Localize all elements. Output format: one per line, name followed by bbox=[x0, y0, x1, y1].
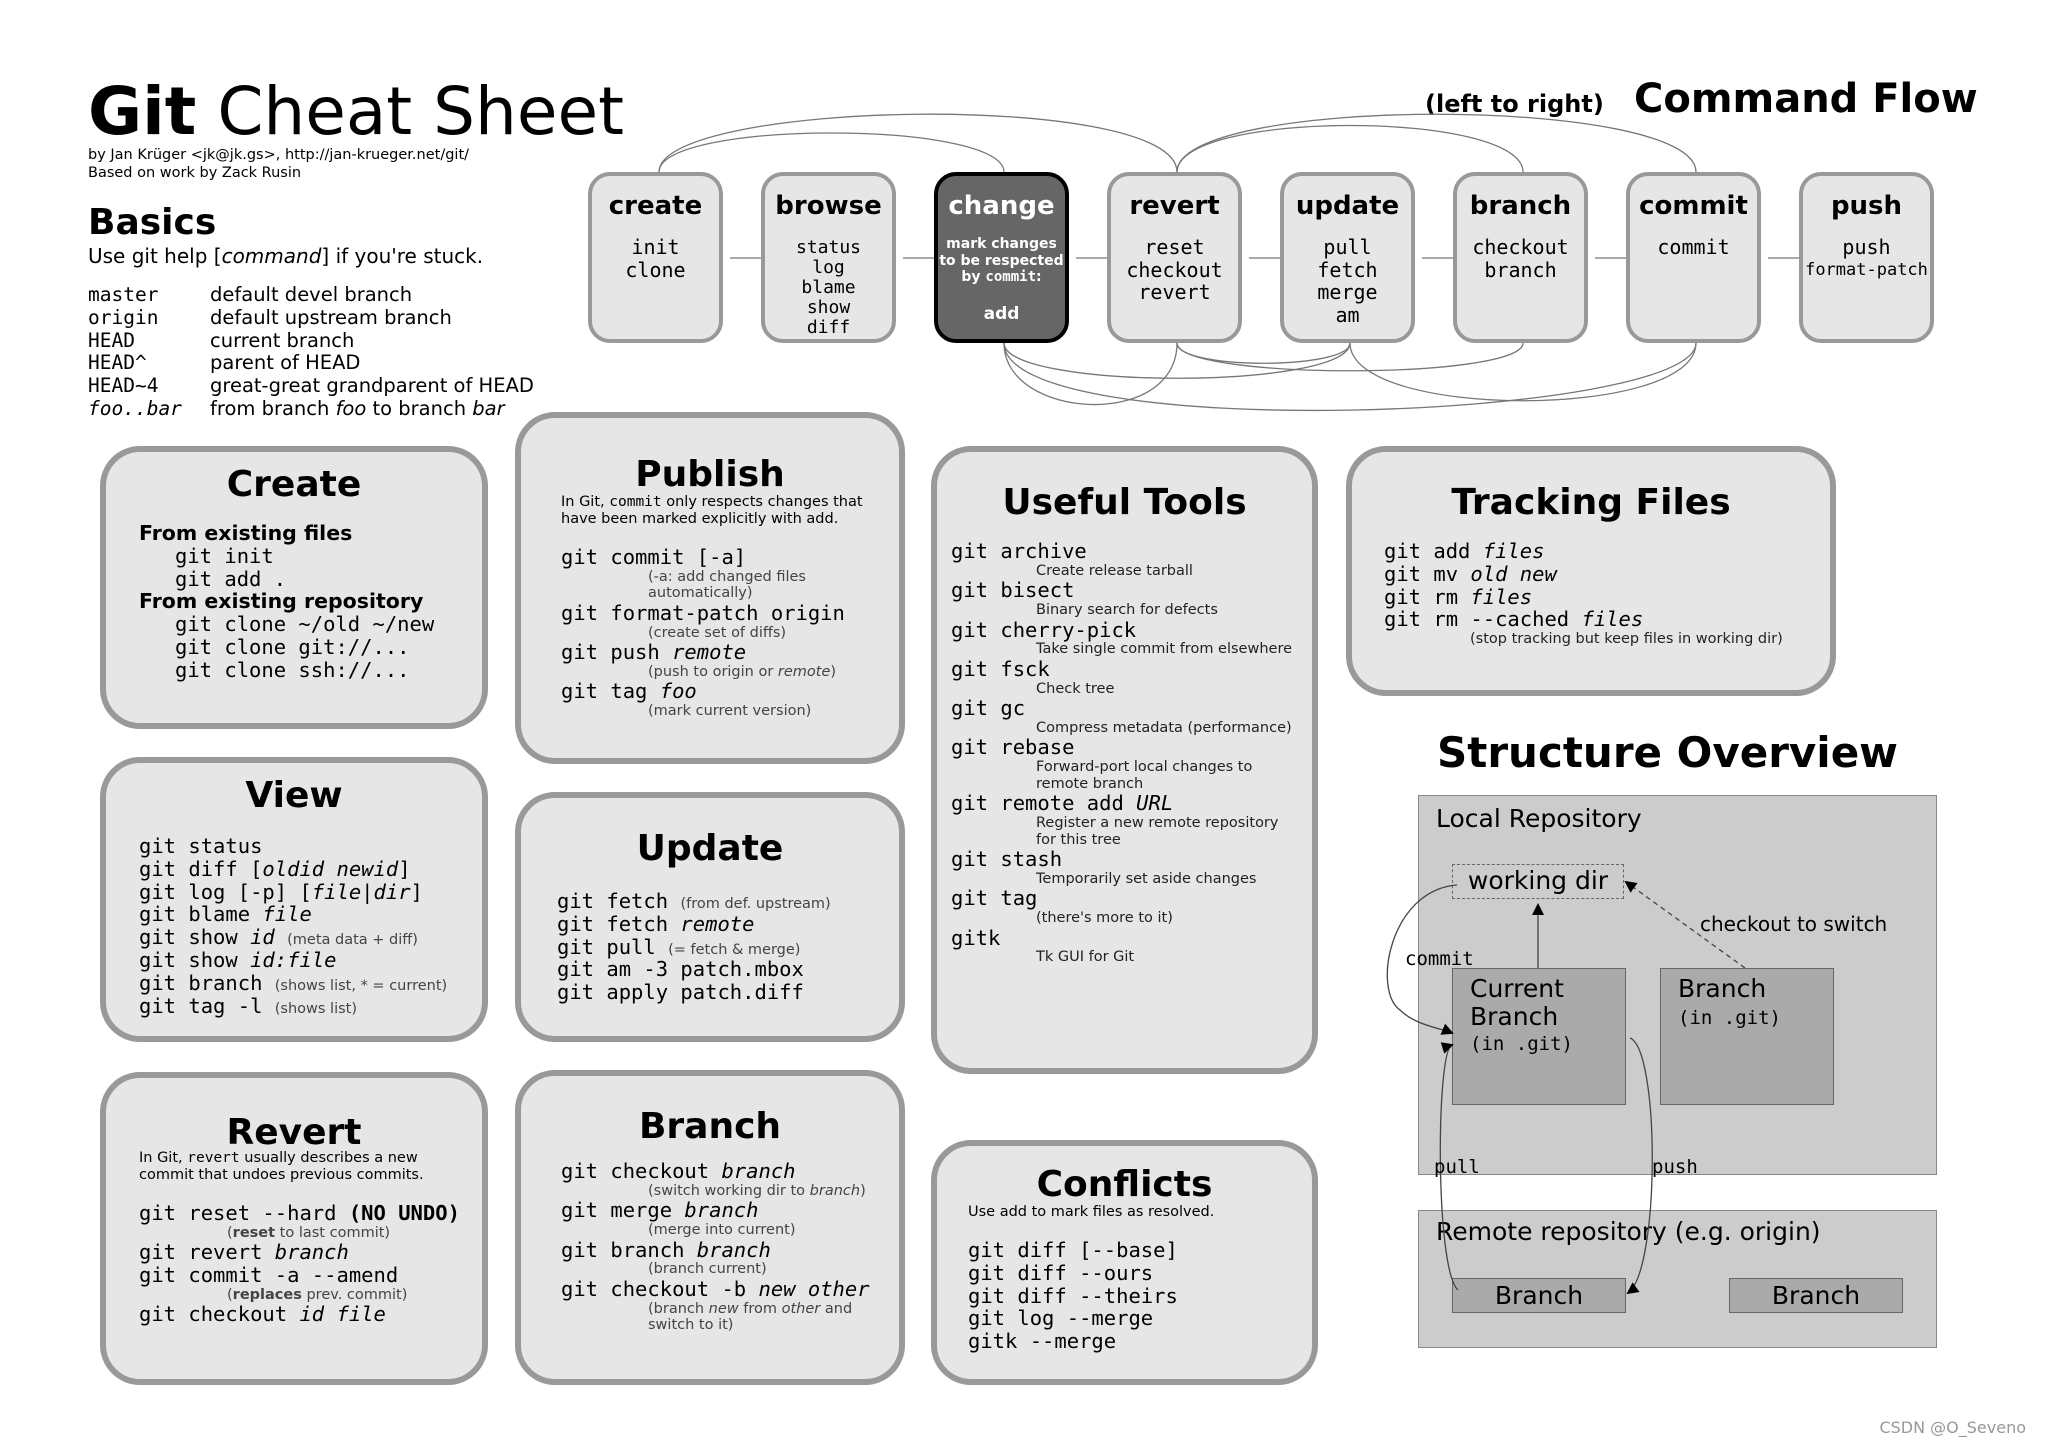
cmd-part: git tag -l bbox=[139, 993, 263, 1018]
flow-box-title: update bbox=[1295, 191, 1400, 221]
cmd-part: git revert bbox=[139, 1240, 275, 1265]
branch-comment: (branch current) bbox=[648, 1261, 767, 1278]
revert-cmd: git commit -a --amend bbox=[139, 1263, 399, 1288]
revert-card bbox=[100, 1072, 488, 1385]
flow-note-part: : bbox=[1036, 269, 1042, 285]
publish-cmd: git format-patch origin bbox=[561, 600, 845, 625]
tool-cmd: git bisect bbox=[951, 578, 1075, 603]
tracking-cmd bbox=[1384, 608, 1830, 631]
flow-cmd: blame bbox=[801, 277, 856, 298]
revert-comment bbox=[139, 1287, 482, 1304]
view-cmd bbox=[139, 903, 482, 926]
cmd-arg: files bbox=[1581, 607, 1644, 632]
branch-cmd bbox=[561, 1199, 899, 1222]
comment-part: to last commit) bbox=[275, 1224, 391, 1241]
publish-intro bbox=[561, 494, 899, 528]
flow-note-line: to be respected bbox=[939, 252, 1064, 269]
create-cmd: git clone git://... bbox=[175, 634, 410, 659]
update-card bbox=[515, 792, 905, 1042]
basics-key: master bbox=[88, 283, 159, 306]
intro-part: only respects changes that bbox=[661, 494, 863, 510]
update-cmd bbox=[557, 936, 899, 959]
tool-cmd: git rebase bbox=[951, 735, 1075, 760]
flow-cmd: branch bbox=[1484, 257, 1557, 282]
tracking-comment: (stop tracking but keep files in working dir) bbox=[1470, 631, 1783, 648]
cmd-comment: (shows list, * = current) bbox=[274, 977, 448, 994]
tool-cmd: git archive bbox=[951, 539, 1087, 563]
create-cmd: git clone ~/old ~/new bbox=[175, 612, 435, 637]
structure-arrows bbox=[1370, 850, 1890, 1330]
tool-cmd: git cherry-pick bbox=[951, 617, 1137, 642]
branch-comment bbox=[561, 1183, 899, 1200]
flow-box-cmds bbox=[1457, 236, 1584, 281]
basics-key: HEAD^ bbox=[88, 351, 147, 375]
tool-cmd: git fsck bbox=[951, 656, 1050, 681]
flow-box-cmds bbox=[1630, 236, 1757, 259]
comment-part: prev. commit) bbox=[301, 1286, 408, 1303]
revert-cmd bbox=[139, 1202, 482, 1225]
flow-box-revert bbox=[1107, 172, 1242, 343]
tool-desc: (there's more to it) bbox=[1036, 910, 1173, 927]
conflicts-cmd: git log --merge bbox=[968, 1306, 1154, 1331]
view-cmd bbox=[139, 972, 482, 995]
branch-heading: Branch bbox=[638, 1106, 782, 1147]
flow-hint: (left to right) bbox=[1425, 90, 1604, 118]
flow-box-add: add bbox=[983, 303, 1020, 324]
comment-bold: replaces bbox=[232, 1286, 302, 1303]
tools-heading: Useful Tools bbox=[1002, 482, 1247, 523]
revert-intro-line: commit that undoes previous commits. bbox=[139, 1167, 424, 1183]
create-heading: Create bbox=[226, 464, 362, 505]
flow-box-cmds bbox=[765, 238, 892, 338]
update-cmd: git apply patch.diff bbox=[557, 980, 804, 1005]
flow-cmd: revert bbox=[1138, 280, 1211, 304]
working-dir-box: working dir bbox=[1452, 864, 1624, 899]
publish-comment bbox=[561, 664, 899, 681]
cmd-part: | bbox=[361, 879, 374, 904]
conflicts-intro: Use add to mark files as resolved. bbox=[968, 1204, 1215, 1220]
tracking-card bbox=[1346, 446, 1836, 696]
tool-desc: Forward-port local changes to bbox=[1036, 759, 1253, 776]
current-branch-note: (in .git) bbox=[1470, 1033, 1573, 1055]
basics-key: origin bbox=[88, 305, 159, 329]
tool-cmd: git stash bbox=[951, 847, 1063, 872]
revert-heading: Revert bbox=[226, 1112, 362, 1153]
flow-cmd: status bbox=[795, 237, 862, 258]
basics-sub-italic: command bbox=[221, 244, 322, 268]
view-card bbox=[100, 757, 488, 1042]
flow-box-title: browse bbox=[775, 191, 882, 221]
cmd-part: git tag bbox=[561, 679, 660, 704]
cmd-part: ] bbox=[410, 879, 423, 904]
conflicts-cmd: gitk --merge bbox=[968, 1329, 1117, 1354]
conflicts-heading: Conflicts bbox=[1036, 1164, 1213, 1205]
create-cmd: git clone ssh://... bbox=[175, 657, 410, 682]
create-subheading: From existing files bbox=[139, 521, 353, 545]
flow-cmd: push bbox=[1842, 235, 1891, 259]
comment-part: (branch bbox=[648, 1300, 709, 1317]
cmd-arg: files bbox=[1482, 539, 1545, 563]
basics-key: foo..bar bbox=[88, 396, 182, 420]
flow-box-title: revert bbox=[1129, 191, 1220, 221]
flow-cmd: reset bbox=[1144, 235, 1205, 259]
conflicts-card bbox=[931, 1140, 1318, 1385]
basics-desc: parent of HEAD bbox=[210, 351, 361, 375]
cmd-part: git checkout bbox=[561, 1159, 722, 1183]
revert-cmd bbox=[139, 1303, 482, 1326]
byline-author: by Jan Krüger <jk@jk.gs>, http://jan-krueger.net/git/ bbox=[88, 147, 470, 163]
basics-heading: Basics bbox=[88, 202, 217, 243]
watermark: CSDN @O_Seveno bbox=[1879, 1418, 2026, 1437]
flow-cmd: checkout bbox=[1472, 235, 1569, 259]
conflicts-cmd: git diff [--base] bbox=[968, 1238, 1178, 1262]
intro-code: revert bbox=[187, 1150, 240, 1166]
cmd-part: git rm bbox=[1384, 584, 1471, 609]
cmd-part: git show bbox=[139, 925, 251, 950]
cmd-part: git checkout -b bbox=[561, 1276, 759, 1301]
tool-desc: for this tree bbox=[1036, 831, 1121, 848]
tool-desc: remote branch bbox=[1036, 775, 1144, 792]
cmd-arg: branch bbox=[684, 1198, 759, 1223]
cmd-comment: (meta data + diff) bbox=[287, 932, 418, 949]
current-branch-line: Branch bbox=[1470, 1002, 1559, 1031]
conflicts-cmd: git diff --ours bbox=[968, 1260, 1154, 1285]
title-rest: Cheat Sheet bbox=[196, 73, 624, 150]
comment-italic: other bbox=[781, 1300, 821, 1317]
revert-body bbox=[139, 1202, 482, 1326]
push-arrow bbox=[1628, 1038, 1652, 1293]
cmd-part: git pull bbox=[557, 934, 656, 959]
flow-cmd: diff bbox=[806, 317, 851, 338]
cmd-part: ] bbox=[398, 856, 411, 881]
view-cmd bbox=[139, 995, 482, 1018]
cmd-arg: URL bbox=[1136, 791, 1174, 816]
byline-based-on: Based on work by Zack Rusin bbox=[88, 165, 302, 181]
cmd-arg: oldid newid bbox=[262, 856, 399, 881]
create-cmd: git init bbox=[175, 543, 274, 568]
flow-box-browse bbox=[761, 172, 896, 343]
flow-box-create bbox=[588, 172, 723, 343]
cmd-comment: (from def. upstream) bbox=[680, 896, 831, 912]
publish-body bbox=[561, 546, 899, 720]
cmd-arg: id:file bbox=[250, 947, 337, 972]
cmd-part: git branch bbox=[139, 970, 263, 995]
branch-cmd bbox=[561, 1278, 899, 1301]
revert-intro bbox=[139, 1150, 482, 1184]
cmd-arg: file bbox=[311, 879, 362, 904]
comment-part: ( bbox=[227, 1286, 233, 1303]
publish-comment: (create set of diffs) bbox=[648, 624, 787, 641]
tool-desc: Take single commit from elsewhere bbox=[1036, 641, 1293, 658]
remote-label-text: Remote repository (e.g. origin) bbox=[1436, 1217, 1821, 1246]
comment-part: ) bbox=[860, 1182, 866, 1199]
cmd-part: git push bbox=[561, 640, 673, 665]
cmd-part: git checkout bbox=[139, 1302, 300, 1327]
cmd-comment: (shows list) bbox=[274, 1000, 358, 1017]
flow-cmd: log bbox=[812, 257, 845, 278]
cmd-warning: (NO UNDO) bbox=[348, 1201, 460, 1225]
tracking-body bbox=[1384, 540, 1830, 648]
tool-desc: Register a new remote repository bbox=[1036, 815, 1279, 832]
flow-cmd: merge bbox=[1317, 280, 1378, 304]
intro-part: In Git, bbox=[561, 494, 610, 510]
tool-cmd bbox=[951, 792, 1312, 815]
cmd-arg: branch bbox=[721, 1159, 796, 1183]
cmd-part: git remote add bbox=[951, 791, 1137, 816]
cmd-part: git merge bbox=[561, 1198, 685, 1223]
publish-cmd bbox=[561, 680, 899, 703]
comment-part: and bbox=[820, 1300, 853, 1317]
basics-desc-bar: bar bbox=[472, 396, 505, 420]
comment-part: ) bbox=[830, 663, 837, 680]
update-cmd bbox=[557, 913, 899, 936]
tool-cmd: gitk bbox=[951, 925, 1001, 950]
conflicts-body bbox=[968, 1239, 1312, 1353]
flow-box-cmds bbox=[1284, 236, 1411, 326]
cmd-arg: id file bbox=[299, 1302, 386, 1327]
view-cmd bbox=[139, 926, 482, 949]
branch-cmd bbox=[561, 1160, 899, 1183]
view-body bbox=[139, 835, 482, 1017]
view-cmd bbox=[139, 858, 482, 881]
publish-cmd bbox=[561, 641, 899, 664]
branch-comment: (merge into current) bbox=[648, 1222, 796, 1239]
flow-box-update bbox=[1280, 172, 1415, 343]
remote-branch-box: Branch bbox=[1729, 1278, 1903, 1313]
flow-cmd: checkout bbox=[1126, 257, 1223, 282]
cmd-part: git fetch bbox=[557, 889, 669, 913]
cmd-part: git log [-p] [ bbox=[139, 879, 312, 904]
flow-cmd: fetch bbox=[1317, 257, 1378, 282]
cmd-part: git fetch bbox=[557, 911, 681, 936]
view-cmd: git status bbox=[139, 834, 263, 858]
comment-part: from bbox=[738, 1300, 782, 1317]
update-cmd bbox=[557, 890, 899, 913]
publish-intro-line bbox=[561, 494, 899, 511]
cmd-arg: old new bbox=[1470, 561, 1557, 586]
cmd-arg: new other bbox=[758, 1276, 870, 1301]
branch-body bbox=[561, 1160, 899, 1334]
flow-box-change bbox=[934, 172, 1069, 343]
intro-part: In Git, bbox=[139, 1150, 188, 1166]
cmd-arg: file bbox=[262, 902, 312, 927]
publish-cmd: git commit [-a] bbox=[561, 545, 747, 569]
branch-box-title: Branch bbox=[1678, 974, 1767, 1003]
basics-sub-suffix: ] if you're stuck. bbox=[321, 244, 484, 268]
flow-cmd: pull bbox=[1323, 235, 1372, 259]
revert-comment bbox=[139, 1225, 482, 1242]
cmd-arg: dir bbox=[373, 879, 411, 904]
flow-box-cmds bbox=[1803, 236, 1930, 281]
flow-title: Command Flow bbox=[1634, 76, 1978, 122]
comment-part: ( bbox=[227, 1224, 233, 1241]
revert-cmd bbox=[139, 1241, 482, 1264]
update-cmd: git am -3 patch.mbox bbox=[557, 957, 804, 982]
structure-heading: Structure Overview bbox=[1437, 728, 1898, 777]
remote-branch-box: Branch bbox=[1452, 1278, 1626, 1313]
basics-desc: default upstream branch bbox=[210, 305, 452, 329]
tool-cmd: git gc bbox=[951, 696, 1026, 721]
cmd-arg: branch bbox=[696, 1237, 771, 1262]
create-cmd: git add . bbox=[175, 566, 287, 591]
tracking-heading: Tracking Files bbox=[1451, 482, 1731, 523]
publish-heading: Publish bbox=[635, 454, 785, 495]
cmd-part: git reset --hard bbox=[139, 1201, 349, 1225]
tool-desc: Binary search for defects bbox=[1036, 602, 1218, 619]
intro-code: commit bbox=[609, 494, 662, 510]
flow-note-line: mark changes bbox=[946, 236, 1057, 252]
intro-part: usually describes a new bbox=[239, 1150, 418, 1166]
publish-comment: (mark current version) bbox=[648, 703, 812, 720]
flow-box-cmds bbox=[592, 236, 719, 281]
publish-comment: automatically) bbox=[648, 585, 753, 602]
pull-label: pull bbox=[1434, 1156, 1480, 1178]
branch-comment: switch to it) bbox=[648, 1317, 734, 1334]
flow-box-title: change bbox=[948, 191, 1055, 221]
cmd-arg: remote bbox=[680, 911, 755, 936]
tracking-cmd bbox=[1384, 586, 1830, 609]
cmd-arg: branch bbox=[274, 1240, 349, 1265]
title-bold: Git bbox=[88, 73, 197, 150]
flow-box-title: commit bbox=[1639, 191, 1748, 221]
conflicts-cmd: git diff --theirs bbox=[968, 1283, 1178, 1308]
view-cmd bbox=[139, 949, 482, 972]
cmd-part: git blame bbox=[139, 902, 263, 927]
cmd-arg: id bbox=[250, 925, 275, 950]
publish-card bbox=[515, 412, 905, 764]
view-cmd bbox=[139, 881, 482, 904]
cmd-part: git add bbox=[1384, 539, 1483, 563]
branch-comment bbox=[561, 1301, 899, 1318]
cmd-comment: (= fetch & merge) bbox=[668, 941, 801, 958]
cmd-part: git branch bbox=[561, 1237, 697, 1262]
publish-intro-line: have been marked explicitly with add. bbox=[561, 511, 839, 527]
basics-sub-prefix: Use git help [ bbox=[88, 244, 222, 268]
tracking-cmd bbox=[1384, 563, 1830, 586]
tool-desc: Temporarily set aside changes bbox=[1036, 870, 1257, 887]
flow-cmd: commit bbox=[1657, 235, 1730, 259]
current-branch-line: Current bbox=[1470, 974, 1564, 1003]
tool-cmd: git tag bbox=[951, 886, 1038, 911]
flow-box-push bbox=[1799, 172, 1934, 343]
flow-box-commit bbox=[1626, 172, 1761, 343]
basics-desc-part: from branch bbox=[210, 396, 336, 420]
comment-italic: new bbox=[708, 1300, 739, 1317]
flow-cmd: am bbox=[1335, 302, 1360, 327]
push-label: push bbox=[1652, 1156, 1698, 1178]
cmd-part: git mv bbox=[1384, 561, 1471, 586]
cmd-arg: files bbox=[1470, 584, 1533, 609]
publish-comment: (-a: add changed files bbox=[648, 568, 806, 585]
flow-note-line bbox=[938, 269, 1065, 286]
tracking-cmd bbox=[1384, 540, 1830, 563]
cmd-arg: remote bbox=[672, 640, 747, 665]
tools-card bbox=[931, 446, 1318, 1074]
comment-bold: reset bbox=[232, 1224, 276, 1241]
flow-box-title: create bbox=[608, 191, 703, 221]
flow-cmd: init bbox=[631, 235, 680, 259]
comment-part: (push to origin or bbox=[648, 663, 778, 680]
cmd-part: git diff [ bbox=[139, 856, 263, 881]
commit-label: commit bbox=[1405, 948, 1474, 970]
create-body bbox=[139, 522, 482, 682]
branch-box-note: (in .git) bbox=[1678, 1007, 1781, 1029]
comment-italic: remote bbox=[777, 663, 831, 680]
flow-cmd: show bbox=[806, 297, 851, 318]
flow-box-title: push bbox=[1830, 191, 1903, 221]
basics-key: HEAD~4 bbox=[88, 374, 159, 398]
branch-card bbox=[515, 1070, 905, 1385]
tool-desc: Check tree bbox=[1036, 680, 1115, 697]
flow-note-code: commit bbox=[985, 269, 1036, 285]
update-body bbox=[557, 890, 899, 1004]
tool-desc: Compress metadata (performance) bbox=[1036, 719, 1292, 736]
basics-desc: default devel branch bbox=[210, 283, 413, 306]
comment-part: (switch working dir to bbox=[648, 1182, 810, 1199]
flow-cmd: format-patch bbox=[1805, 259, 1928, 280]
tool-desc: Tk GUI for Git bbox=[1036, 949, 1135, 966]
branch-cmd bbox=[561, 1239, 899, 1262]
flow-note-part: by bbox=[961, 269, 986, 285]
create-subheading: From existing repository bbox=[139, 589, 424, 614]
basics-desc: great-great grandparent of HEAD bbox=[210, 374, 534, 398]
tool-desc: Create release tarball bbox=[1036, 562, 1193, 579]
tools-body bbox=[951, 540, 1312, 966]
flow-box-title: branch bbox=[1469, 191, 1572, 221]
flow-box-cmds bbox=[1111, 236, 1238, 304]
flow-cmd: clone bbox=[625, 257, 686, 282]
comment-italic: branch bbox=[809, 1182, 861, 1199]
basics-desc: current branch bbox=[210, 328, 355, 352]
view-heading: View bbox=[245, 775, 343, 816]
cmd-part: git show bbox=[139, 947, 251, 972]
basics-key: HEAD bbox=[88, 328, 135, 352]
revert-intro-line bbox=[139, 1150, 482, 1167]
local-repository-label: Local Repository bbox=[1436, 804, 1642, 833]
checkout-label: checkout to switch bbox=[1700, 912, 1888, 936]
flow-box-branch bbox=[1453, 172, 1588, 343]
create-card bbox=[100, 446, 488, 729]
flow-box-note bbox=[938, 236, 1065, 286]
cmd-arg: foo bbox=[659, 679, 697, 704]
basics-desc-foo: foo bbox=[335, 396, 367, 420]
basics-desc-part: to branch bbox=[366, 396, 473, 420]
update-heading: Update bbox=[636, 828, 784, 869]
cmd-part: git rm --cached bbox=[1384, 607, 1582, 632]
